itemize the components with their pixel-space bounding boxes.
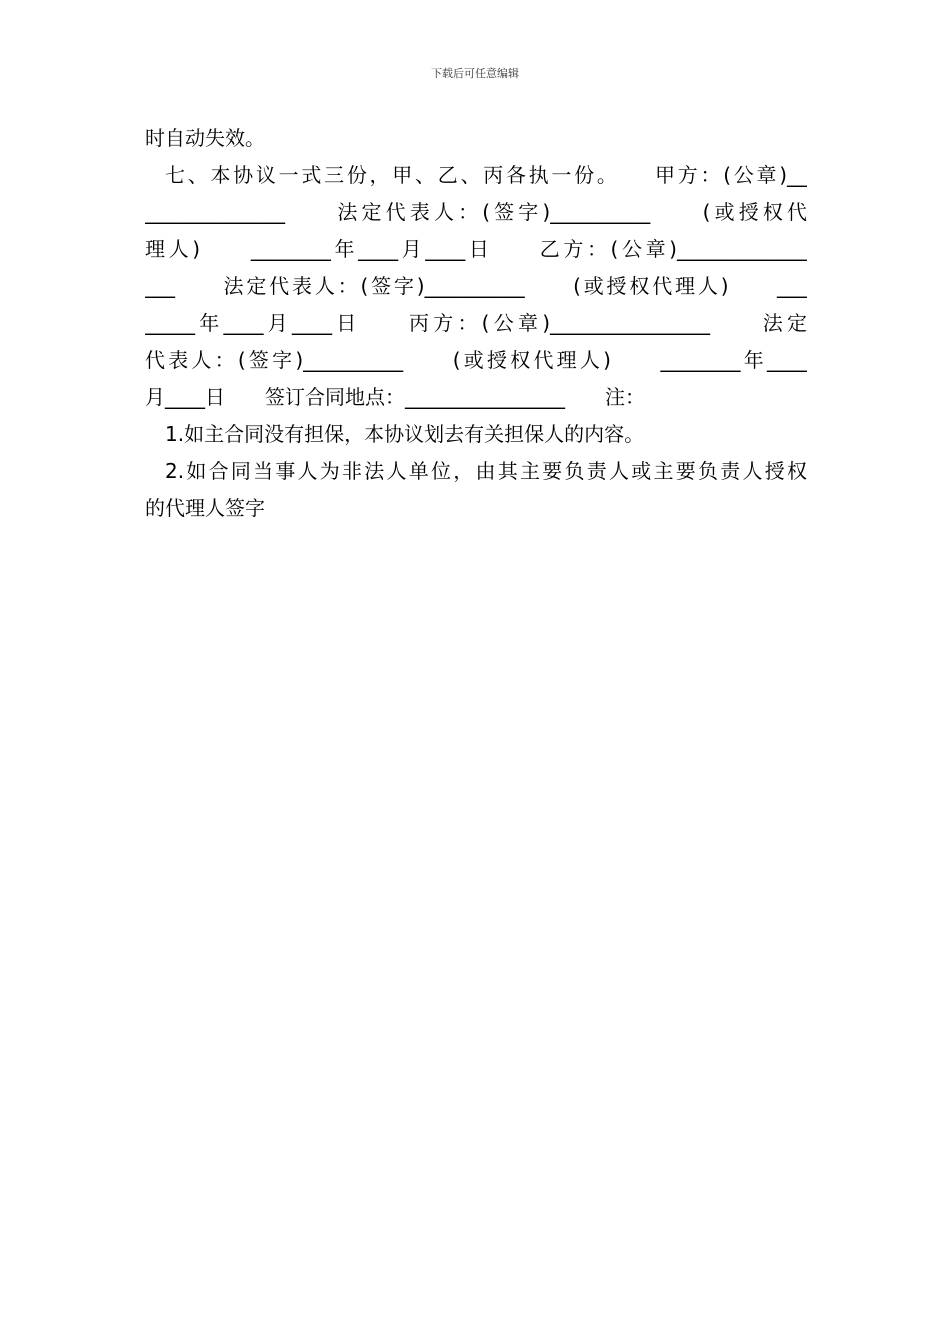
text-line: ______________ 法定代表人：(签字)__________ (或授权代 bbox=[145, 200, 807, 224]
text-line: ___ 法定代表人：(签字)__________ (或授权代理人) ___ bbox=[145, 274, 807, 298]
text-line: 理人) ________年____月____日 乙方：(公章)_____________ bbox=[145, 237, 807, 261]
text-line: 七、本协议一式三份，甲、乙、丙各执一份。 甲方：(公章)__ bbox=[165, 163, 807, 187]
text-line: 代表人：(签字)__________ (或授权代理人) ________年____ bbox=[145, 348, 807, 372]
text-line: 的代理人签字 bbox=[145, 496, 265, 520]
note-item: 2.如合同当事人为非法人单位，由其主要负责人或主要负责人授权 bbox=[165, 459, 807, 483]
document-body bbox=[145, 120, 807, 527]
text-line: 月____日 签订合同地点：________________ 注： bbox=[145, 385, 645, 409]
page-header: 下载后可任意编辑 bbox=[431, 67, 519, 80]
text-line: _____年____月____日 丙方：(公章)________________ 法定 bbox=[145, 311, 807, 335]
note-item: 1.如主合同没有担保，本协议划去有关担保人的内容。 bbox=[165, 422, 645, 446]
text-line: 时自动失效。 bbox=[145, 126, 265, 150]
